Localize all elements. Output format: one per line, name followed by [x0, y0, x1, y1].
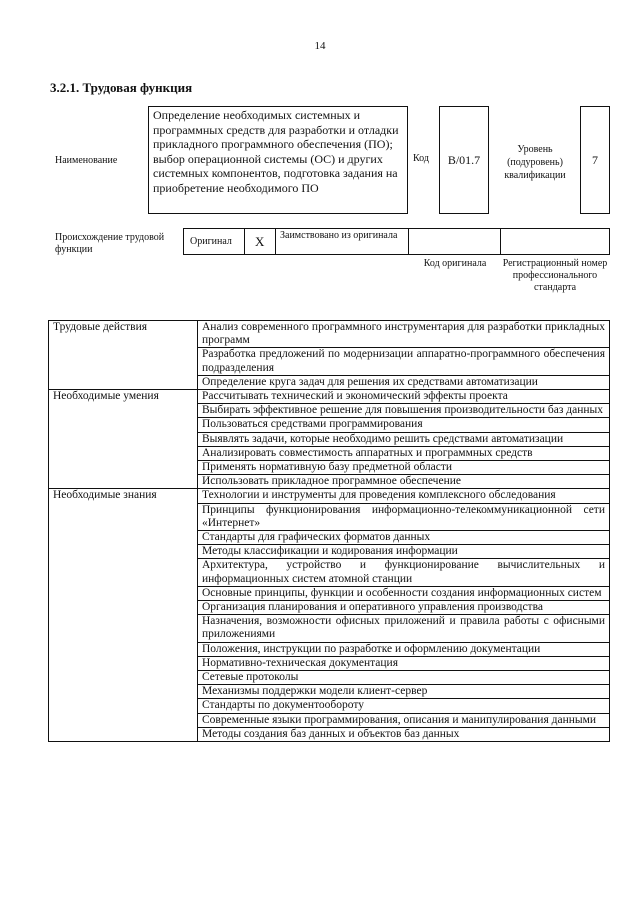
- item-cell: Разработка предложений по модернизации аппаратно-программного обеспечения подразделения: [198, 348, 610, 375]
- table-row: [49, 321, 610, 348]
- item-cell: Современные языки программирования, описания и манипулирования данными: [198, 713, 610, 727]
- item-cell: Сетевые протоколы: [198, 671, 610, 685]
- item-cell: Технологии и инструменты для проведения комплексного обследования: [198, 489, 610, 503]
- level-value-text: 7: [592, 152, 598, 167]
- item-cell: Выбирать эффективное решение для повышения производительности баз данных: [198, 404, 610, 418]
- item-cell: Организация планирования и оперативного управления производства: [198, 601, 610, 615]
- original-label: Оригинал: [190, 236, 232, 247]
- section-title: 3.2.1. Трудовая функция: [50, 80, 193, 95]
- original-mark: X: [255, 234, 265, 249]
- item-cell: Анализировать совместимость аппаратных и программных средств: [198, 446, 610, 460]
- item-cell: Методы классификации и кодирования информации: [198, 545, 610, 559]
- code-value-text: B/01.7: [447, 152, 481, 167]
- category-cell: Необходимые знания: [49, 489, 198, 742]
- item-cell: Основные принципы, функции и особенности создания информационных систем: [198, 586, 610, 600]
- item-cell: Положения, инструкции по разработке и оформлению документации: [198, 642, 610, 656]
- item-cell: Выявлять задачи, которые необходимо решить средствами автоматизации: [198, 432, 610, 446]
- labor-function-table: [48, 320, 610, 742]
- level-value: [580, 106, 610, 214]
- item-cell: Стандарты для графических форматов данных: [198, 531, 610, 545]
- name-label: Наименование: [55, 155, 118, 166]
- item-cell: Применять нормативную базу предметной области: [198, 461, 610, 475]
- original-code-caption: Код оригинала: [423, 258, 487, 269]
- code-label: Код: [413, 153, 429, 164]
- item-cell: Принципы функционирования информационно-телекоммуникационной сети «Интернет»: [198, 503, 610, 530]
- borrowed-cell: [275, 228, 409, 255]
- item-cell: Использовать прикладное программное обеспечение: [198, 475, 610, 489]
- item-cell: Определение круга задач для решения их средствами автоматизации: [198, 375, 610, 389]
- origin-label: Происхождение трудовой функции: [55, 232, 165, 255]
- original-cell: [183, 228, 245, 255]
- function-name-value: Определение необходимых системных и программных средств для разработки и отладки прикладного программного обеспечения (ПО); выбор операционной системы (ОС) и других системных компонентов, подготовка задания на приобретение необходимого ПО: [148, 106, 408, 214]
- labor-function-table-body: [49, 321, 610, 742]
- item-cell: Назначения, возможности офисных приложений и правила работы с офисными приложениями: [198, 615, 610, 642]
- page-number: 14: [314, 40, 326, 52]
- item-cell: Нормативно-техническая документация: [198, 656, 610, 670]
- item-cell: Стандарты по документообороту: [198, 699, 610, 713]
- original-mark-cell: [244, 228, 276, 255]
- table-row: [49, 390, 610, 404]
- item-cell: Архитектура, устройство и функционирование вычислительных и информационных систем атомной станции: [198, 559, 610, 586]
- category-cell: Необходимые умения: [49, 390, 198, 489]
- item-cell: Пользоваться средствами программирования: [198, 418, 610, 432]
- level-label: Уровень (подуровень) квалификации: [504, 144, 566, 181]
- table-row: [49, 489, 610, 503]
- item-cell: Методы создания баз данных и объектов баз данных: [198, 727, 610, 741]
- code-value: [439, 106, 489, 214]
- item-cell: Рассчитывать технический и экономический эффекты проекта: [198, 390, 610, 404]
- item-cell: Механизмы поддержки модели клиент-сервер: [198, 685, 610, 699]
- registration-number-cell: [500, 228, 610, 255]
- item-cell: Анализ современного программного инструментария для разработки прикладных программ: [198, 321, 610, 348]
- category-cell: Трудовые действия: [49, 321, 198, 390]
- registration-number-caption: Регистрационный номер профессионального стандарта: [502, 258, 608, 293]
- borrowed-label: Заимствовано из оригинала: [280, 230, 398, 241]
- original-code-cell: [408, 228, 501, 255]
